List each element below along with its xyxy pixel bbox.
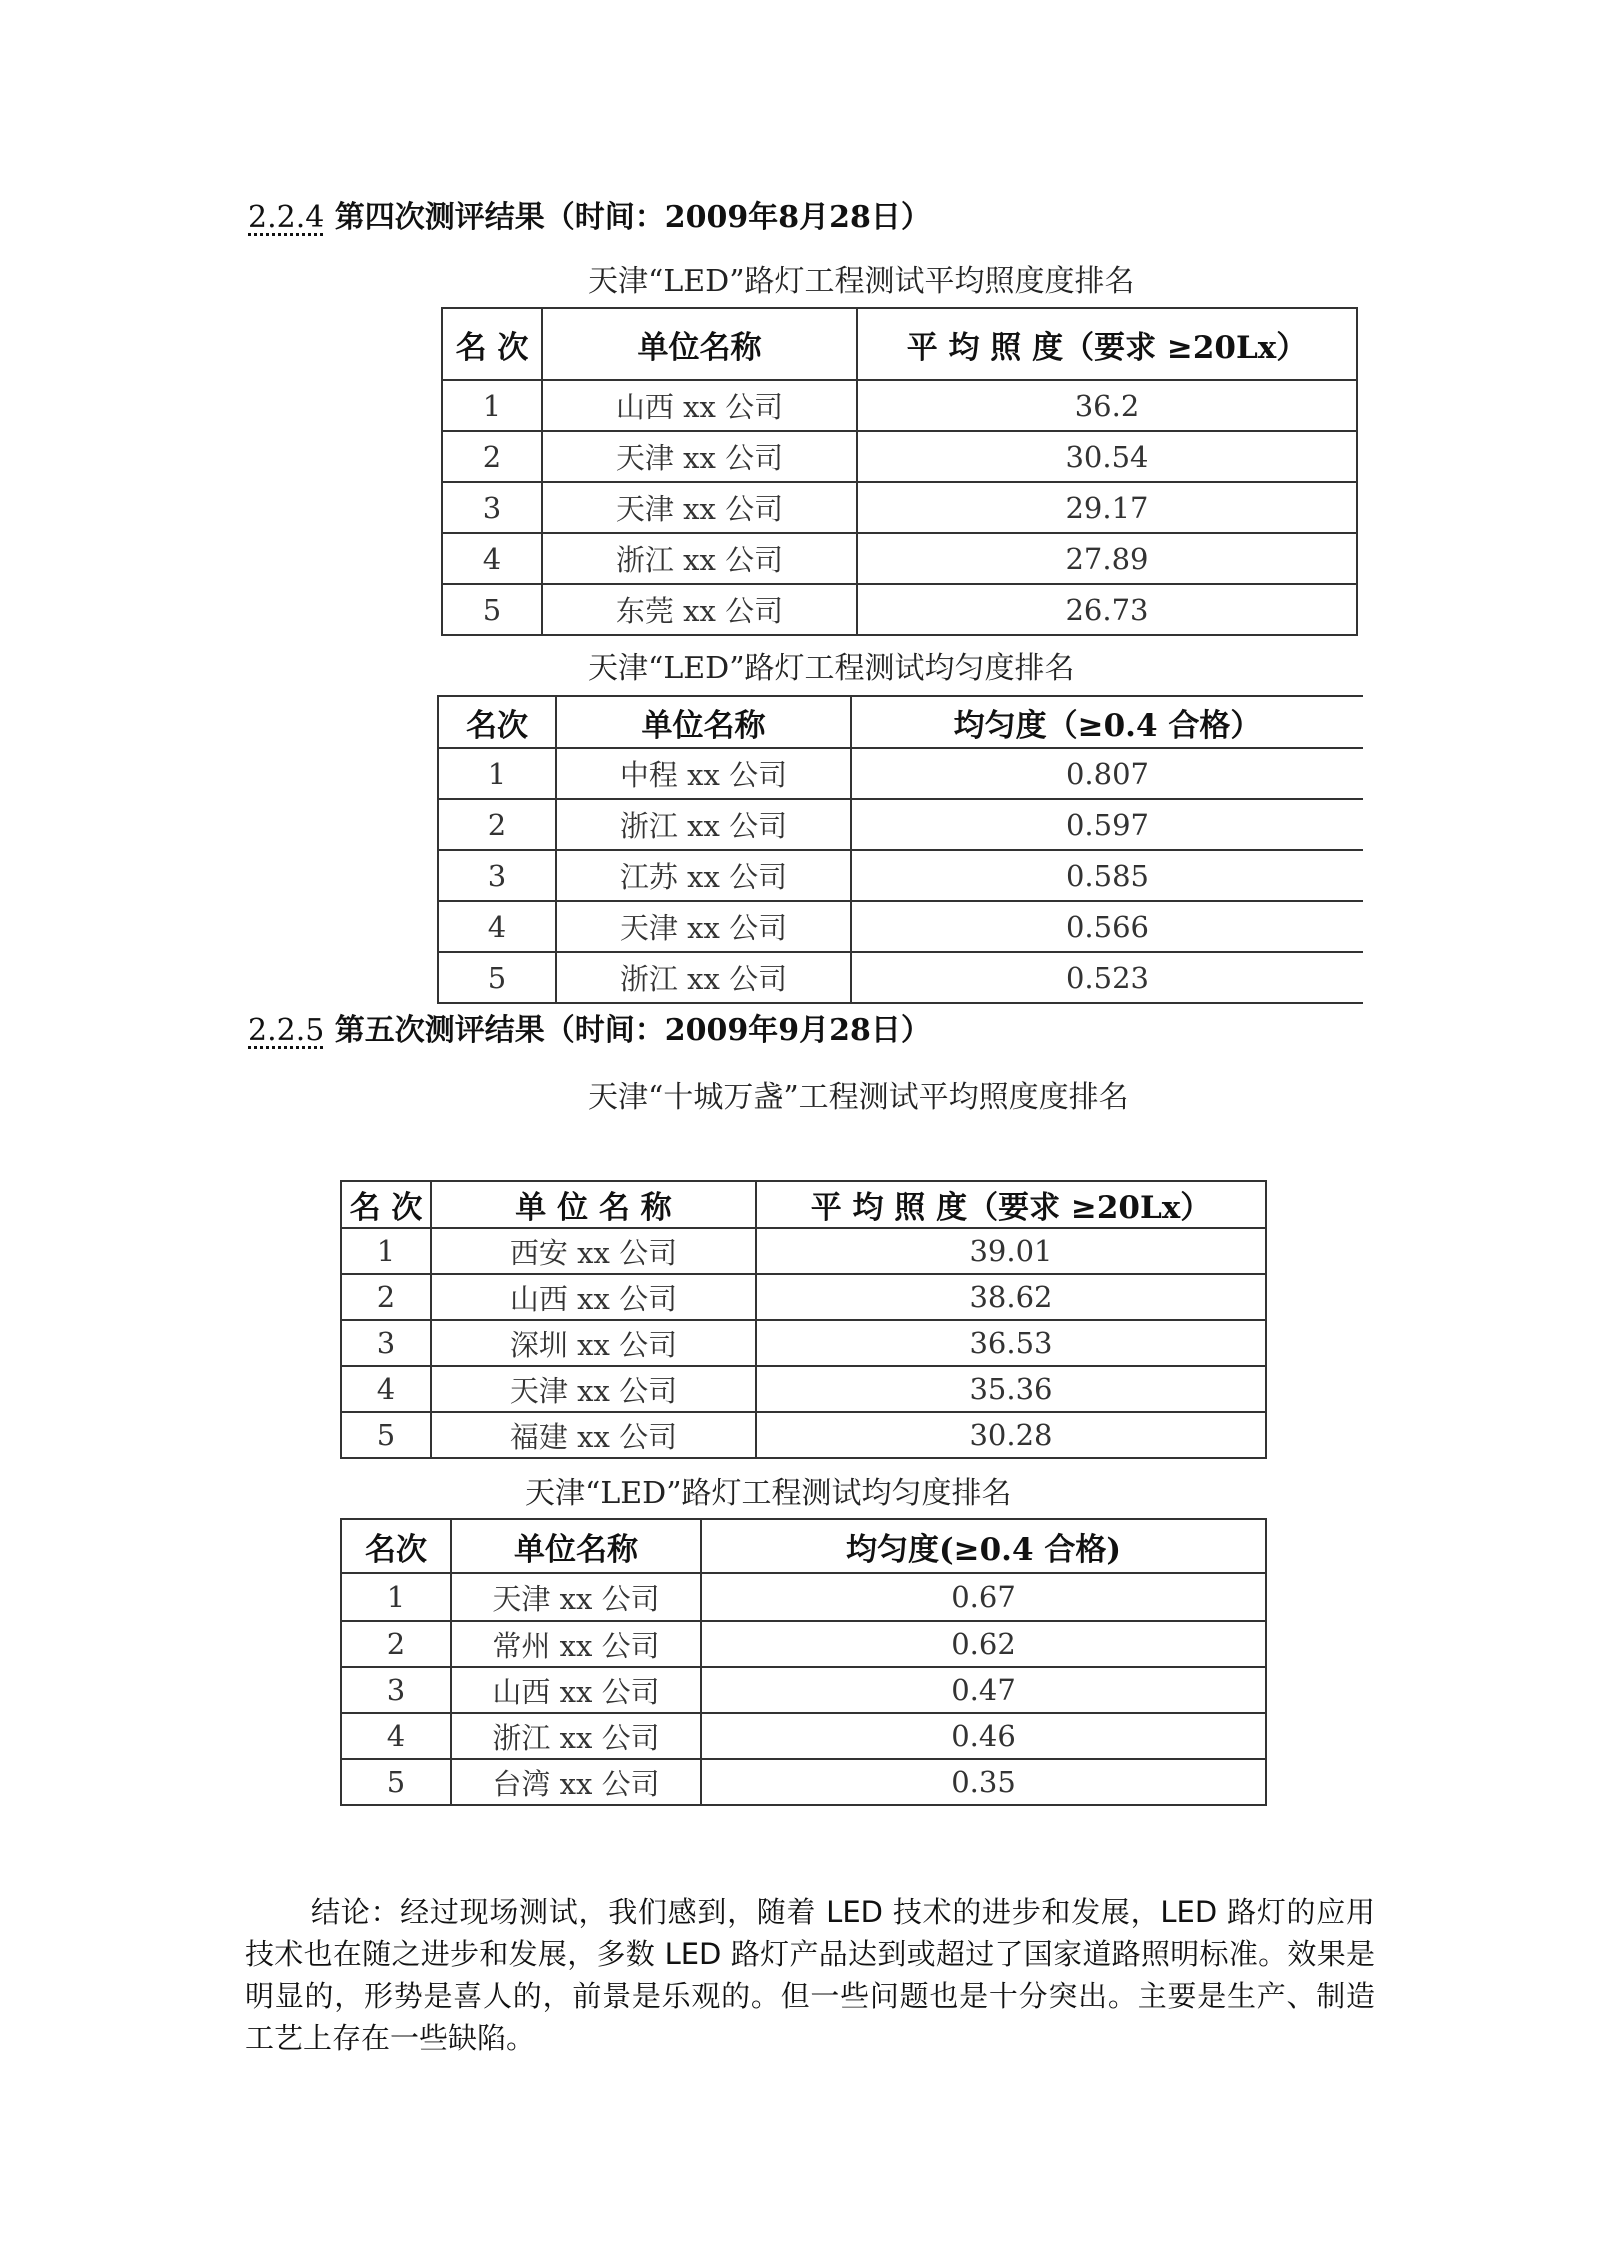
rank-cell: 3 — [438, 850, 556, 901]
value-cell: 0.566 — [851, 901, 1363, 952]
header-rank: 名次 — [438, 696, 556, 748]
uniformity-ranking-table — [437, 695, 1363, 1004]
table-row — [438, 952, 1363, 1003]
rank-cell: 5 — [438, 952, 556, 1003]
table-row — [442, 584, 1357, 635]
value-cell: 0.523 — [851, 952, 1363, 1003]
section-number: 2.2.5 — [248, 1013, 325, 1048]
value-cell: 0.47 — [701, 1667, 1266, 1713]
header-uniformity: 均匀度(≥0.4 合格) — [701, 1519, 1266, 1573]
header-company: 单位名称 — [556, 696, 851, 748]
rank-cell: 5 — [442, 584, 542, 635]
table-row — [341, 1228, 1266, 1274]
value-cell: 0.46 — [701, 1713, 1266, 1759]
section-number: 2.2.4 — [248, 200, 325, 235]
table-row — [442, 380, 1357, 431]
value-cell: 0.67 — [701, 1573, 1266, 1621]
table-caption: 天津“LED”路灯工程测试均匀度排名 — [525, 1476, 1012, 1511]
rank-cell: 4 — [438, 901, 556, 952]
section-heading-225 — [248, 1005, 931, 1049]
company-cell: 天津 xx 公司 — [431, 1366, 756, 1412]
company-cell: 江苏 xx 公司 — [556, 850, 851, 901]
header-illuminance: 平 均 照 度（要求 ≥20Lx） — [756, 1181, 1266, 1228]
rank-cell: 4 — [341, 1713, 451, 1759]
table-row — [442, 533, 1357, 584]
section-title: 第四次测评结果（时间：2009年8月28日） — [334, 200, 931, 235]
table-header-row — [341, 1181, 1266, 1228]
value-cell: 39.01 — [756, 1228, 1266, 1274]
rank-cell: 3 — [341, 1320, 431, 1366]
company-cell: 浙江 xx 公司 — [451, 1713, 701, 1759]
header-company: 单位名称 — [542, 308, 857, 380]
table-row — [341, 1667, 1266, 1713]
company-cell: 山西 xx 公司 — [542, 380, 857, 431]
illuminance-ranking-table — [441, 307, 1358, 636]
company-cell: 中程 xx 公司 — [556, 748, 851, 799]
company-cell: 山西 xx 公司 — [431, 1274, 756, 1320]
table-row — [341, 1412, 1266, 1458]
value-cell: 0.585 — [851, 850, 1363, 901]
company-cell: 东莞 xx 公司 — [542, 584, 857, 635]
header-company: 单位名称 — [451, 1519, 701, 1573]
table-row — [341, 1274, 1266, 1320]
table-row — [341, 1713, 1266, 1759]
table-row — [341, 1759, 1266, 1805]
company-cell: 浙江 xx 公司 — [556, 952, 851, 1003]
rank-cell: 5 — [341, 1412, 431, 1458]
section-heading-224 — [248, 192, 931, 236]
value-cell: 0.807 — [851, 748, 1363, 799]
header-company: 单 位 名 称 — [431, 1181, 756, 1228]
company-cell: 浙江 xx 公司 — [542, 533, 857, 584]
header-uniformity: 均匀度（≥0.4 合格） — [851, 696, 1363, 748]
company-cell: 天津 xx 公司 — [542, 482, 857, 533]
illuminance-ranking-table — [340, 1180, 1267, 1459]
value-cell: 35.36 — [756, 1366, 1266, 1412]
company-cell: 天津 xx 公司 — [451, 1573, 701, 1621]
value-cell: 30.28 — [756, 1412, 1266, 1458]
rank-cell: 1 — [438, 748, 556, 799]
table-caption: 天津“LED”路灯工程测试均匀度排名 — [588, 651, 1075, 686]
header-rank: 名 次 — [341, 1181, 431, 1228]
rank-cell: 1 — [341, 1228, 431, 1274]
company-cell: 天津 xx 公司 — [556, 901, 851, 952]
value-cell: 0.597 — [851, 799, 1363, 850]
value-cell: 26.73 — [857, 584, 1357, 635]
company-cell: 深圳 xx 公司 — [431, 1320, 756, 1366]
value-cell: 0.62 — [701, 1621, 1266, 1667]
company-cell: 山西 xx 公司 — [451, 1667, 701, 1713]
table-row — [341, 1621, 1266, 1667]
rank-cell: 2 — [442, 431, 542, 482]
table-row — [341, 1573, 1266, 1621]
company-cell: 常州 xx 公司 — [451, 1621, 701, 1667]
table-header-row — [341, 1519, 1266, 1573]
value-cell: 30.54 — [857, 431, 1357, 482]
value-cell: 36.53 — [756, 1320, 1266, 1366]
table-row — [438, 799, 1363, 850]
header-rank: 名 次 — [442, 308, 542, 380]
rank-cell: 5 — [341, 1759, 451, 1805]
rank-cell: 1 — [341, 1573, 451, 1621]
value-cell: 27.89 — [857, 533, 1357, 584]
value-cell: 38.62 — [756, 1274, 1266, 1320]
conclusion-paragraph: 结论：经过现场测试，我们感到，随着 LED 技术的进步和发展，LED 路灯的应用技术也在随之进步和发展，多数 LED 路灯产品达到或超过了国家道路照明标准。效果是明显的，形势是喜人的，前景是乐观的。但一些问题也是十分突出。主要是生产、制造工艺上存在一些缺陷。 — [245, 1895, 1375, 2055]
company-cell: 西安 xx 公司 — [431, 1228, 756, 1274]
table-row — [341, 1320, 1266, 1366]
company-cell: 天津 xx 公司 — [542, 431, 857, 482]
table-row — [438, 901, 1363, 952]
uniformity-ranking-table — [340, 1518, 1267, 1806]
header-illuminance: 平 均 照 度（要求 ≥20Lx） — [857, 308, 1357, 380]
rank-cell: 4 — [341, 1366, 431, 1412]
table-row — [438, 850, 1363, 901]
rank-cell: 3 — [442, 482, 542, 533]
rank-cell: 2 — [341, 1274, 431, 1320]
value-cell: 36.2 — [857, 380, 1357, 431]
table-caption: 天津“十城万盏”工程测试平均照度度排名 — [588, 1080, 1129, 1115]
table-row — [438, 748, 1363, 799]
table-header-row — [442, 308, 1357, 380]
table-row — [341, 1366, 1266, 1412]
rank-cell: 4 — [442, 533, 542, 584]
rank-cell: 3 — [341, 1667, 451, 1713]
company-cell: 台湾 xx 公司 — [451, 1759, 701, 1805]
rank-cell: 1 — [442, 380, 542, 431]
company-cell: 福建 xx 公司 — [431, 1412, 756, 1458]
table-caption: 天津“LED”路灯工程测试平均照度度排名 — [588, 264, 1135, 299]
section-title: 第五次测评结果（时间：2009年9月28日） — [334, 1013, 931, 1048]
header-rank: 名次 — [341, 1519, 451, 1573]
rank-cell: 2 — [438, 799, 556, 850]
table-row — [442, 431, 1357, 482]
rank-cell: 2 — [341, 1621, 451, 1667]
table-row — [442, 482, 1357, 533]
value-cell: 29.17 — [857, 482, 1357, 533]
company-cell: 浙江 xx 公司 — [556, 799, 851, 850]
table-header-row — [438, 696, 1363, 748]
value-cell: 0.35 — [701, 1759, 1266, 1805]
